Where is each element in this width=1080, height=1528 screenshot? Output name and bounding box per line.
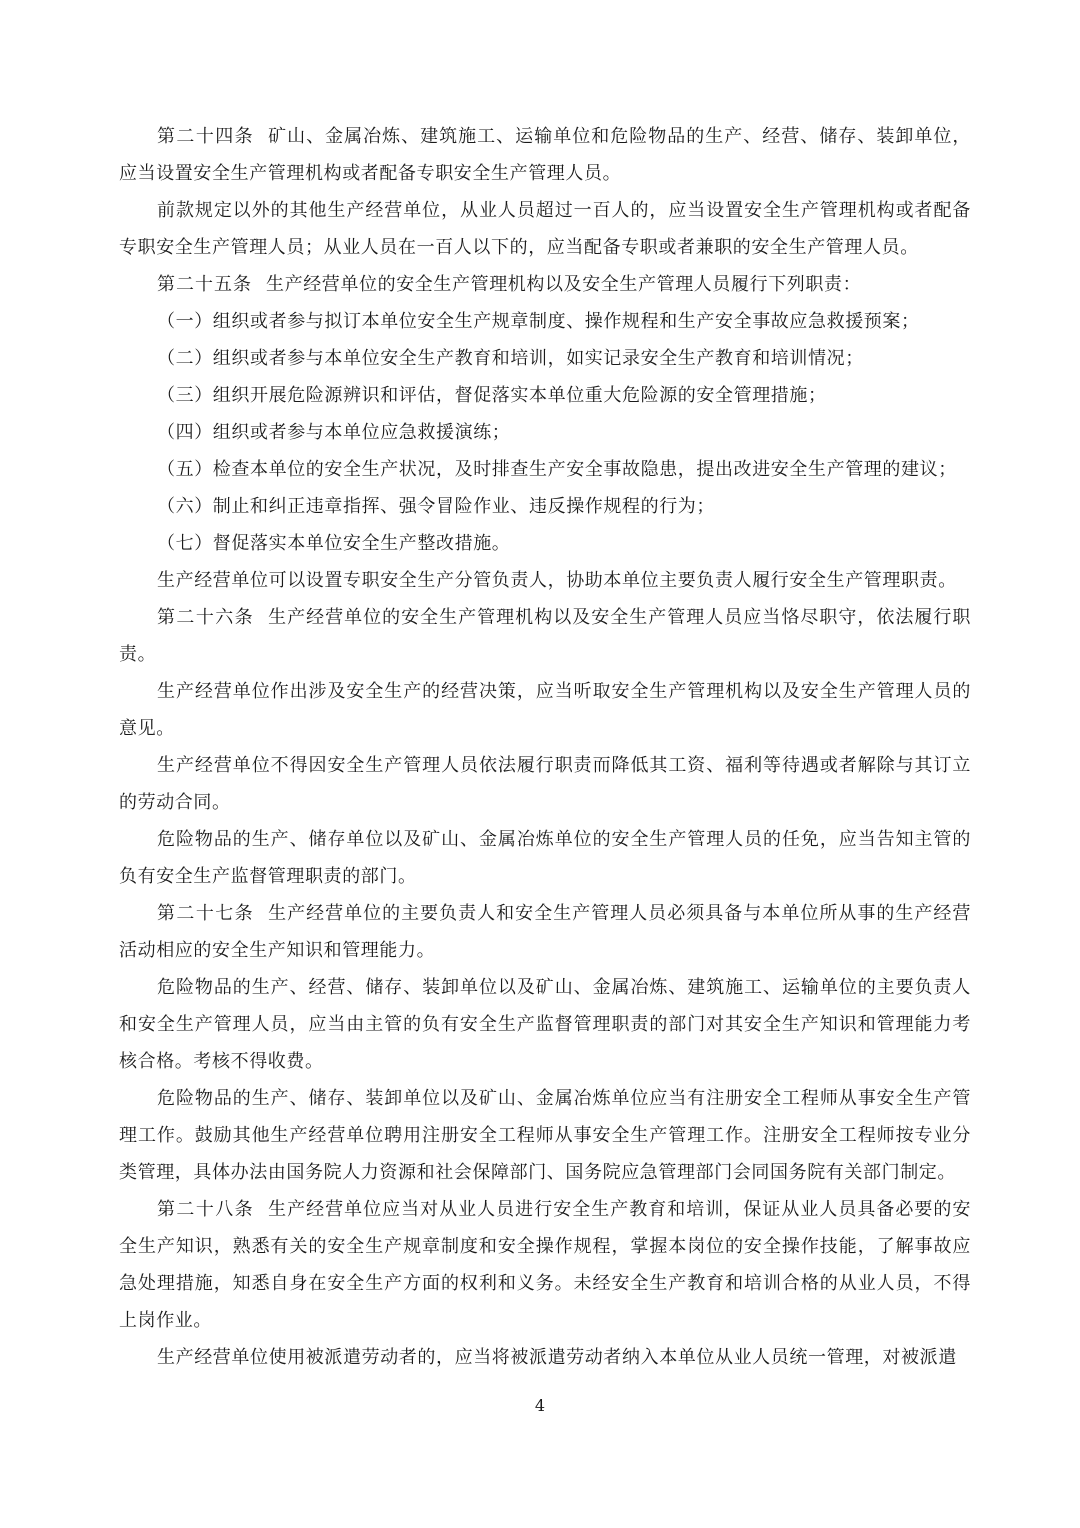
list-item: （五）检查本单位的安全生产状况，及时排查生产安全事故隐患，提出改进安全生产管理的建议； [157, 459, 957, 480]
article-number: 第二十七条 [157, 903, 255, 924]
paragraph: 生产经营单位可以设置专职安全生产分管负责人，协助本单位主要负责人履行安全生产管理职责。 [157, 570, 957, 591]
list-item: （六）制止和纠正违章指挥、强令冒险作业、违反操作规程的行为； [157, 496, 715, 517]
paragraph-text: 生产经营单位的安全生产管理机构以及安全生产管理人员应当恪尽职守，依法履行职责。 [119, 607, 972, 665]
article-number: 第二十五条 [157, 274, 252, 295]
paragraph-article-24 [119, 118, 971, 192]
paragraph-article-27 [119, 895, 971, 969]
article-number: 第二十六条 [157, 607, 255, 628]
document-body [119, 118, 971, 1376]
article-number: 第二十四条 [157, 126, 255, 147]
paragraph: 危险物品的生产、经营、储存、装卸单位以及矿山、金属冶炼、建筑施工、运输单位的主要负责人和安全生产管理人员，应当由主管的负有安全生产监督管理职责的部门对其安全生产知识和管理能力考核合格。考核不得收费。 [119, 977, 971, 1072]
paragraph: 生产经营单位不得因安全生产管理人员依法履行职责而降低其工资、福利等待遇或者解除与其订立的劳动合同。 [119, 755, 971, 813]
paragraph-text: 生产经营单位应当对从业人员进行安全生产教育和培训，保证从业人员具备必要的安全生产知识，熟悉有关的安全生产规章制度和安全操作规程，掌握本岗位的安全操作技能，了解事故应急处理措施，知悉自身在安全生产方面的权利和义务。未经安全生产教育和培训合格的从业人员，不得上岗作业。 [119, 1199, 972, 1331]
paragraph-article-25 [119, 266, 971, 303]
list-item: （三）组织开展危险源辨识和评估，督促落实本单位重大危险源的安全管理措施； [157, 385, 827, 406]
paragraph: 生产经营单位作出涉及安全生产的经营决策，应当听取安全生产管理机构以及安全生产管理人员的意见。 [119, 681, 971, 739]
paragraph-text: 生产经营单位的安全生产管理机构以及安全生产管理人员履行下列职责： [266, 274, 862, 295]
paragraph-text: 生产经营单位的主要负责人和安全生产管理人员必须具备与本单位所从事的生产经营活动相应的安全生产知识和管理能力。 [119, 903, 972, 961]
list-item: （七）督促落实本单位安全生产整改措施。 [157, 533, 511, 554]
list-item: （四）组织或者参与本单位应急救援演练； [157, 422, 511, 443]
paragraph-article-28 [119, 1191, 971, 1339]
list-item: （二）组织或者参与本单位安全生产教育和培训，如实记录安全生产教育和培训情况； [157, 348, 864, 369]
paragraph-text: 矿山、金属冶炼、建筑施工、运输单位和危险物品的生产、经营、储存、装卸单位，应当设置安全生产管理机构或者配备专职安全生产管理人员。 [119, 126, 972, 184]
paragraph: 危险物品的生产、储存、装卸单位以及矿山、金属冶炼单位应当有注册安全工程师从事安全生产管理工作。鼓励其他生产经营单位聘用注册安全工程师从事安全生产管理工作。注册安全工程师按专业分类管理，具体办法由国务院人力资源和社会保障部门、国务院应急管理部门会同国务院有关部门制定。 [119, 1088, 971, 1183]
paragraph-article-26 [119, 599, 971, 673]
page-number: 4 [534, 1396, 546, 1415]
article-number: 第二十八条 [157, 1199, 255, 1220]
paragraph: 生产经营单位使用被派遣劳动者的，应当将被派遣劳动者纳入本单位从业人员统一管理，对被派遣 [157, 1347, 957, 1368]
paragraph: 危险物品的生产、储存单位以及矿山、金属冶炼单位的安全生产管理人员的任免，应当告知主管的负有安全生产监督管理职责的部门。 [119, 829, 971, 887]
paragraph: 前款规定以外的其他生产经营单位，从业人员超过一百人的，应当设置安全生产管理机构或者配备专职安全生产管理人员；从业人员在一百人以下的，应当配备专职或者兼职的安全生产管理人员。 [119, 200, 971, 258]
list-item: （一）组织或者参与拟订本单位安全生产规章制度、操作规程和生产安全事故应急救援预案； [157, 311, 920, 332]
